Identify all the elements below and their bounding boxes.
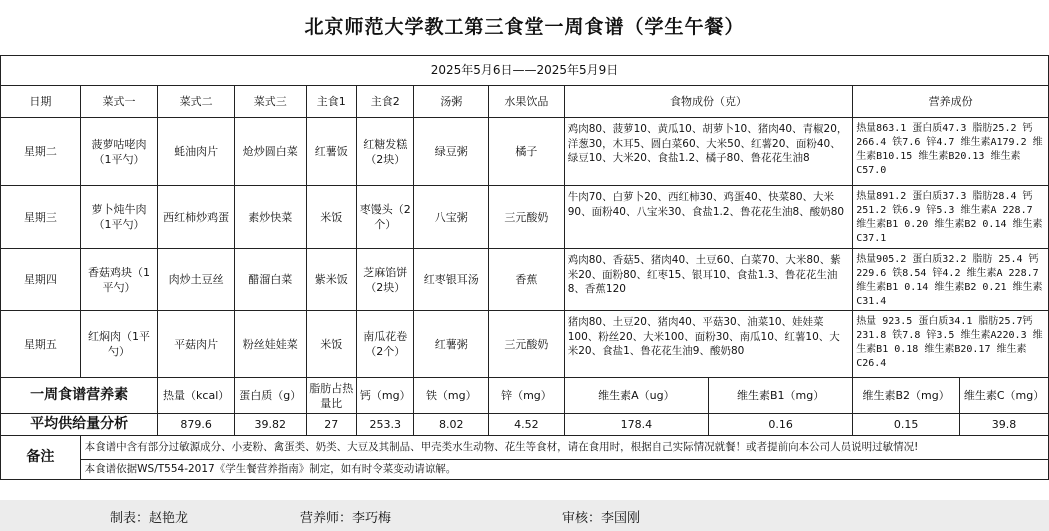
- day-cell: 星期四: [1, 249, 81, 311]
- fruit-cell: 三元酸奶: [489, 186, 565, 249]
- day-row: [1, 186, 1049, 249]
- nutrition-cell: 热量 923.5 蛋白质34.1 脂肪25.7钙231.8 铁7.8 锌3.5 维生素A220.3 维生素B1 0.18 维生素B20.17 维生素C26.4: [853, 311, 1049, 378]
- weekly-value: 879.6: [158, 414, 235, 436]
- day-cell: 星期二: [1, 118, 81, 186]
- weekly-col: 锌（mg）: [489, 378, 565, 414]
- weekly-col: 蛋白质（g）: [234, 378, 306, 414]
- fruit-cell: 香蕉: [489, 249, 565, 311]
- avg-label: 平均供给量分析: [1, 414, 158, 436]
- day-cell: 星期五: [1, 311, 81, 378]
- notes-label: 备注: [1, 436, 81, 480]
- weekly-col: 钙（mg）: [357, 378, 414, 414]
- header-cell: 主食2: [357, 86, 414, 118]
- soup-cell: 绿豆粥: [414, 118, 489, 186]
- weekly-label: 一周食谱营养素: [1, 378, 158, 414]
- staple1-cell: 紫米饭: [306, 249, 356, 311]
- staple2-cell: 红糖发糕（2块）: [357, 118, 414, 186]
- dish2-cell: 蚝油肉片: [158, 118, 235, 186]
- ingredients-cell: 鸡肉80、香菇5、猪肉40、土豆60、白菜70、大米80、紫米20、面粉80、红枣15、银耳10、食盐1.3、鲁花花生油8、香蕉120: [564, 249, 852, 311]
- header-cell: 食物成份（克）: [564, 86, 852, 118]
- notes-row: [1, 436, 1049, 460]
- day-cell: 星期三: [1, 186, 81, 249]
- nutritionist-label: 营养师：李巧梅: [300, 511, 392, 526]
- staple2-cell: 枣馒头（2个）: [357, 186, 414, 249]
- dish1-cell: 香菇鸡块（1平勺）: [80, 249, 158, 311]
- nutrition-cell: 热量905.2 蛋白质32.2 脂肪 25.4 钙229.6 铁8.54 锌4.2 维生素A 228.7 维生素B1 0.14 维生素B2 0.21 维生素C31.4: [853, 249, 1049, 311]
- soup-cell: 红薯粥: [414, 311, 489, 378]
- notes-row: [1, 460, 1049, 480]
- day-row: [1, 118, 1049, 186]
- weekly-col: 维生素B2（mg）: [853, 378, 960, 414]
- menu-table: [0, 55, 1049, 480]
- notes-line-1: 本食谱中含有部分过敏源成分、小麦粉、禽蛋类、奶类、大豆及其制品、甲壳类水生动物、花生等食材，请在食用时，根据自己实际情况就餐！或者提前向本公司人员说明过敏情况!: [80, 436, 1048, 460]
- weekly-col: 维生素B1（mg）: [708, 378, 852, 414]
- weekly-header-row: [1, 378, 1049, 414]
- dish1-cell: 萝卜炖牛肉（1平勺）: [80, 186, 158, 249]
- header-cell: 营养成份: [853, 86, 1049, 118]
- header-cell: 汤粥: [414, 86, 489, 118]
- nutrition-cell: 热量863.1 蛋白质47.3 脂肪25.2 钙266.4 铁7.6 锌4.7 维生素A179.2 维生素B10.15 维生素B20.13 维生素C57.0: [853, 118, 1049, 186]
- weekly-value: 178.4: [564, 414, 708, 436]
- weekly-values-row: [1, 414, 1049, 436]
- weekly-col: 维生素A（ug）: [564, 378, 708, 414]
- header-row: [1, 86, 1049, 118]
- weekly-col: 维生素C（mg）: [960, 378, 1049, 414]
- dish2-cell: 肉炒土豆丝: [158, 249, 235, 311]
- weekly-col: 铁（mg）: [414, 378, 489, 414]
- dish3-cell: 素炒快菜: [234, 186, 306, 249]
- fruit-cell: 三元酸奶: [489, 311, 565, 378]
- fruit-cell: 橘子: [489, 118, 565, 186]
- weekly-value: 39.8: [960, 414, 1049, 436]
- weekly-col: 热量（kcal）: [158, 378, 235, 414]
- header-cell: 主食1: [306, 86, 356, 118]
- soup-cell: 红枣银耳汤: [414, 249, 489, 311]
- day-row: [1, 249, 1049, 311]
- weekly-value: 27: [306, 414, 356, 436]
- dish2-cell: 西红柿炒鸡蛋: [158, 186, 235, 249]
- soup-cell: 八宝粥: [414, 186, 489, 249]
- staple2-cell: 芝麻馅饼（2块）: [357, 249, 414, 311]
- header-cell: 日期: [1, 86, 81, 118]
- staple1-cell: 米饭: [306, 186, 356, 249]
- weekly-value: 0.15: [853, 414, 960, 436]
- header-cell: 水果饮品: [489, 86, 565, 118]
- staple2-cell: 南瓜花卷（2个）: [357, 311, 414, 378]
- ingredients-cell: 鸡肉80、菠萝10、黄瓜10、胡萝卜10、猪肉40、青椒20，洋葱30，木耳5、圆白菜60、大米50、红薯20、面粉40、绿豆10、大米20、食盐1.2、橘子80、鲁花花生油8: [564, 118, 852, 186]
- reviewer-label: 审核：李国刚: [562, 511, 641, 526]
- header-cell: 菜式三: [234, 86, 306, 118]
- ingredients-cell: 猪肉80、土豆20、猪肉40、平菇30、油菜10、娃娃菜100、粉丝20、大米100、面粉30、南瓜10、红薯10、大米20、食盐1、鲁花花生油9、酸奶80: [564, 311, 852, 378]
- dish3-cell: 粉丝娃娃菜: [234, 311, 306, 378]
- staple1-cell: 红薯饭: [306, 118, 356, 186]
- header-cell: 菜式一: [80, 86, 158, 118]
- page-title: 北京师范大学教工第三食堂一周食谱（学生午餐）: [304, 16, 745, 38]
- ingredients-cell: 牛肉70、白萝卜20、西红柿30、鸡蛋40、快菜80、大米90、面粉40、八宝米30、食盐1.2、鲁花花生油8、酸奶80: [564, 186, 852, 249]
- dish1-cell: 红焖肉（1平勺）: [80, 311, 158, 378]
- nutrition-cell: 热量891.2 蛋白质37.3 脂肪28.4 钙251.2 铁6.9 锌5.3 维生素A 228.7 维生素B1 0.20 维生素B2 0.14 维生素C37.1: [853, 186, 1049, 249]
- dish1-cell: 菠萝咕咾肉（1平勺）: [80, 118, 158, 186]
- dish3-cell: 醋溜白菜: [234, 249, 306, 311]
- dish3-cell: 炝炒圆白菜: [234, 118, 306, 186]
- header-cell: 菜式二: [158, 86, 235, 118]
- weekly-value: 4.52: [489, 414, 565, 436]
- dish2-cell: 平菇肉片: [158, 311, 235, 378]
- weekly-col: 脂肪占热量比: [306, 378, 356, 414]
- notes-line-2: 本食谱依据WS/T554-2017《学生餐营养指南》制定，如有时令菜变动请谅解。: [80, 460, 1048, 480]
- weekly-value: 253.3: [357, 414, 414, 436]
- day-row: [1, 311, 1049, 378]
- maker-label: 制表：赵艳龙: [110, 511, 189, 526]
- date-range: 2025年5月6日——2025年5月9日: [1, 56, 1049, 86]
- weekly-value: 0.16: [708, 414, 852, 436]
- footer: [0, 500, 1049, 531]
- weekly-value: 8.02: [414, 414, 489, 436]
- weekly-value: 39.82: [234, 414, 306, 436]
- staple1-cell: 米饭: [306, 311, 356, 378]
